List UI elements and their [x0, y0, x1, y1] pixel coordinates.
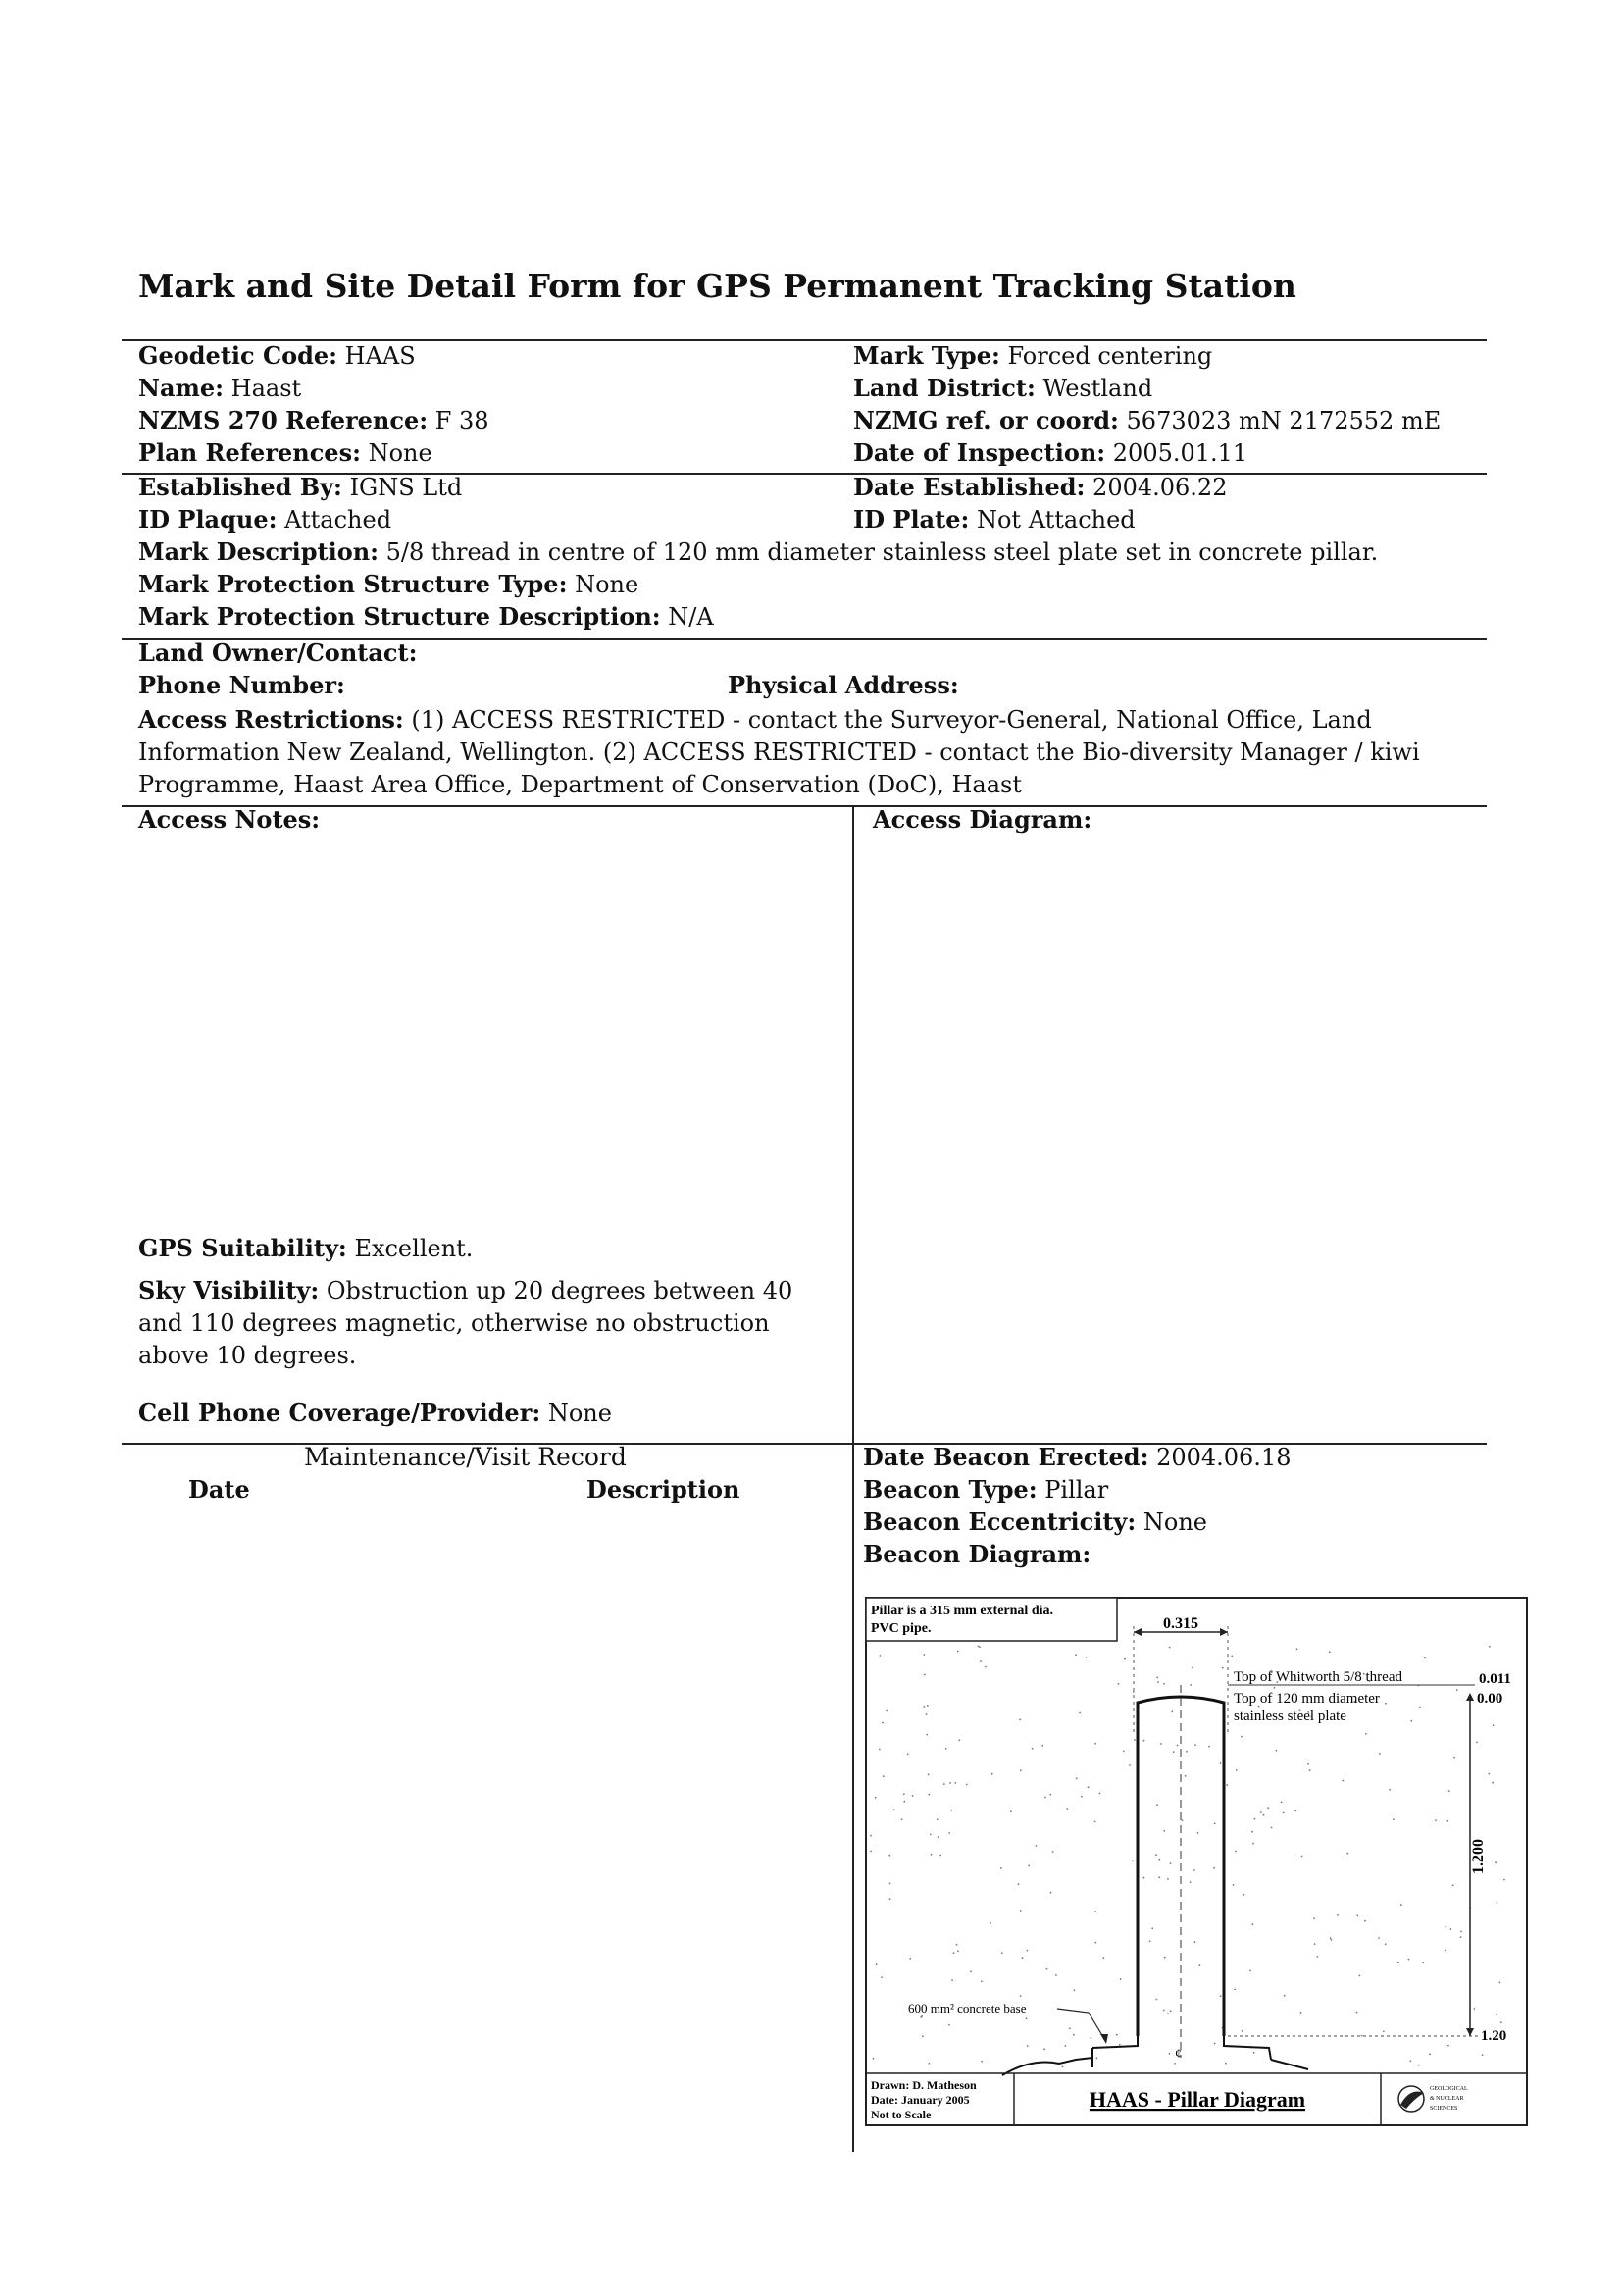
gns-logo-icon: [1398, 2086, 1468, 2112]
beacon-date-erected-field: Date Beacon Erected: 2004.06.18: [863, 1443, 1292, 1471]
plan-references-field: Plan References: None: [138, 438, 432, 467]
pillar-diagram: [865, 1597, 1528, 2126]
height-arrow-top: [1466, 1693, 1474, 1701]
cell-phone-field: Cell Phone Coverage/Provider: None: [138, 1399, 612, 1427]
height-arrow-bottom: [1466, 2028, 1474, 2036]
width-arrow-left: [1134, 1628, 1142, 1636]
thread-label: Top of Whitworth 5/8 thread: [1234, 1669, 1402, 1685]
diagram-title: HAAS - Pillar Diagram: [1089, 2087, 1306, 2112]
date-established-field: Date Established: 2004.06.22: [853, 473, 1228, 501]
name-field: Name: Haast: [138, 374, 302, 402]
base-value: 1.20: [1481, 2028, 1507, 2044]
plate-value: 0.00: [1477, 1691, 1503, 1707]
nzms-reference-field: NZMS 270 Reference: F 38: [138, 406, 489, 434]
note-line1: Pillar is a 315 mm external dia.: [871, 1604, 1053, 1618]
mark-type-field: Mark Type: Forced centering: [853, 341, 1213, 370]
thread-value: 0.011: [1479, 1671, 1511, 1687]
geodetic-code-field: Geodetic Code: HAAS: [138, 341, 416, 370]
maintenance-date-header: Date: [188, 1475, 250, 1504]
sky-visibility-field: Sky Visibility: Obstruction up 20 degrees between 40 and 110 degrees magnetic, otherwise no obstruction above 10 degrees.: [138, 1276, 793, 1369]
id-plate-field: ID Plate: Not Attached: [853, 505, 1136, 534]
column-divider: [852, 806, 854, 2152]
drawn-by: Drawn: D. Matheson: [871, 2078, 977, 2092]
svg-text:& NUCLEAR: & NUCLEAR: [1430, 2096, 1464, 2102]
note-line2: PVC pipe.: [871, 1621, 932, 1636]
established-by-field: Established By: IGNS Ltd: [138, 473, 463, 501]
base-leader-arrow: [1100, 2034, 1108, 2044]
access-notes-label: Access Notes:: [138, 805, 321, 834]
form-title: Mark and Site Detail Form for GPS Permanent Tracking Station: [138, 267, 1296, 305]
access-restrictions-field: Access Restrictions: (1) ACCESS RESTRICTED - contact the Surveyor-General, National Office, Land Information New Zealand, Wellington. (2) ACCESS RESTRICTED - contact the Bio-diversity Manager / kiwi Programme, Haast Area Office, Department of Conservation (DoC), Haast: [138, 705, 1420, 798]
width-arrow-right: [1220, 1628, 1228, 1636]
ground-right: [1271, 2060, 1308, 2069]
beacon-diagram-label: Beacon Diagram:: [863, 1540, 1091, 1568]
beacon-type-field: Beacon Type: Pillar: [863, 1475, 1109, 1504]
svg-text:SCIENCES: SCIENCES: [1430, 2106, 1458, 2112]
plate-label-1: Top of 120 mm diameter: [1234, 1691, 1380, 1707]
gps-suitability-field: GPS Suitability: Excellent.: [138, 1234, 474, 1262]
access-diagram-label: Access Diagram:: [873, 805, 1092, 834]
date-inspection-field: Date of Inspection: 2005.01.11: [853, 438, 1248, 467]
diagram-frame: [866, 1598, 1527, 2125]
physical-address-field: Physical Address:: [728, 671, 959, 699]
maintenance-title: Maintenance/Visit Record: [304, 1443, 627, 1471]
height-dimension-label: 1.200: [1470, 1839, 1487, 1874]
protection-description-field: Mark Protection Structure Description: N/A: [138, 602, 714, 631]
base-label: 600 mm² concrete base: [908, 2001, 1027, 2015]
concrete-base: [1092, 2036, 1271, 2060]
nzmg-coord-field: NZMG ref. or coord: 5673023 mN 2172552 mE: [853, 406, 1442, 434]
phone-number-field: Phone Number:: [138, 671, 345, 699]
base-leader: [1057, 2009, 1106, 2042]
plate-label-2: stainless steel plate: [1234, 1708, 1346, 1724]
id-plaque-field: ID Plaque: Attached: [138, 505, 392, 534]
protection-type-field: Mark Protection Structure Type: None: [138, 570, 639, 598]
mark-description-field: Mark Description: 5/8 thread in centre of 120 mm diameter stainless steel plate set in concrete pillar.: [138, 537, 1379, 566]
width-dimension-label: 0.315: [1163, 1615, 1198, 1632]
not-to-scale: Not to Scale: [871, 2108, 932, 2121]
centre-symbol: ¢: [1175, 2047, 1182, 2062]
svg-text:GEOLOGICAL: GEOLOGICAL: [1430, 2086, 1468, 2092]
rule-access: [122, 805, 1487, 807]
beacon-eccentricity-field: Beacon Eccentricity: None: [863, 1507, 1207, 1536]
land-district-field: Land District: Westland: [853, 374, 1153, 402]
drawn-date: Date: January 2005: [871, 2093, 970, 2107]
maintenance-description-header: Description: [586, 1475, 740, 1504]
land-owner-field: Land Owner/Contact:: [138, 638, 418, 667]
